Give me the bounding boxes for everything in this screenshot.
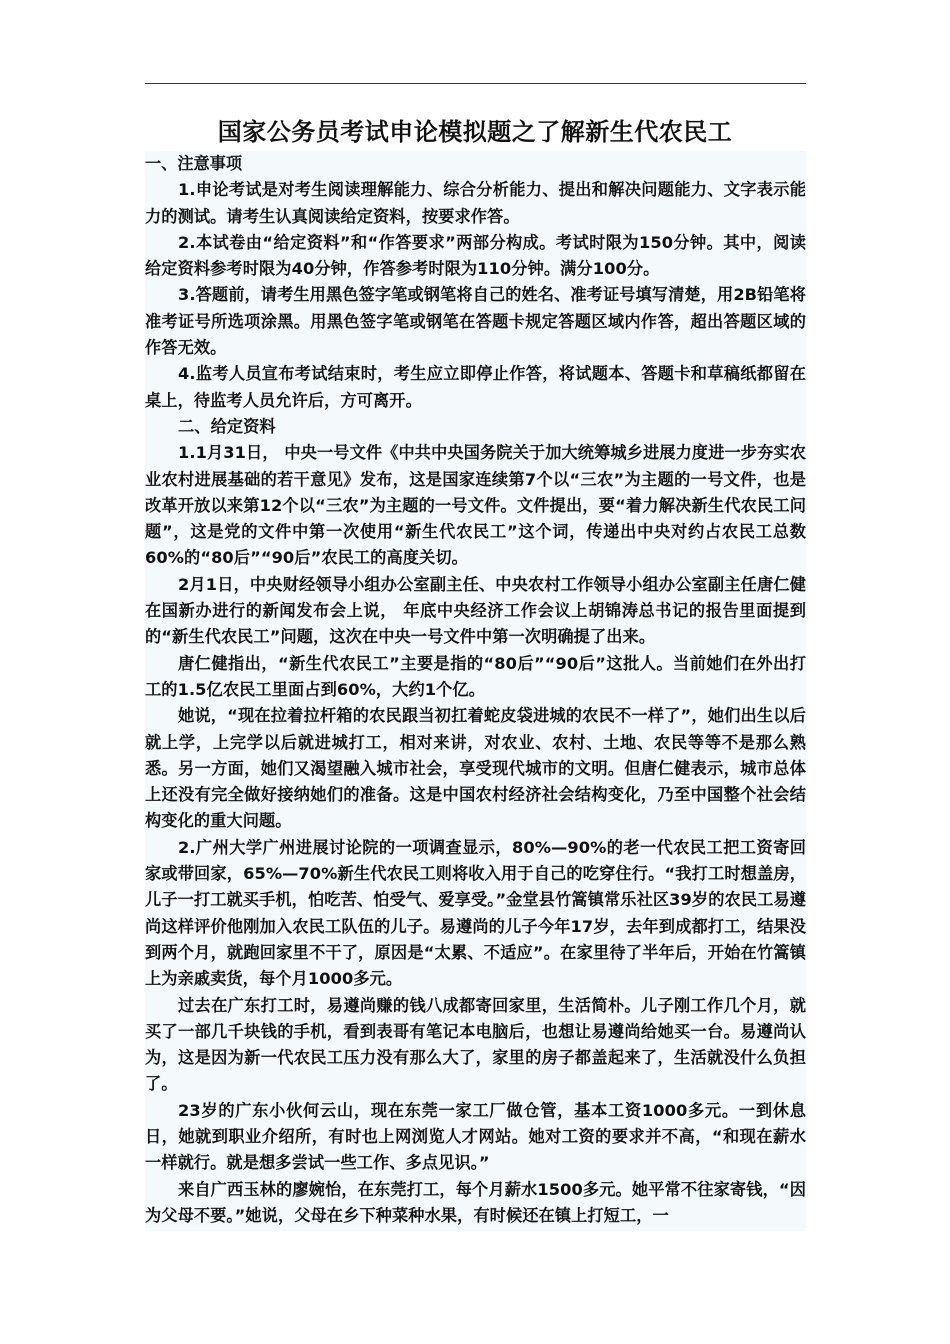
document-body [145,151,806,1231]
material-paragraph-3: 唐仁健指出，“新生代农民工”主要是指的“80后”“90后”这批人。当前她们在外出打工的1.5亿农民工里面占到60%，大约1个亿。 [145,653,806,699]
material-paragraph-7: 23岁的广东小伙何云山，现在东莞一家工厂做仓管，基本工资1000多元。一到休息日，她就到职业介绍所，有时也上网浏览人才网站。她对工资的要求并不高，“和现在薪水一样就行。就是想多尝试一些工作、多点见识。” [145,1100,806,1173]
note-paragraph-3: 3.答题前，请考生用黑色签字笔或钢笔将自己的姓名、准考证号填写清楚，用2B铅笔将准考证号所选项涂黑。用黑色签字笔或钢笔在答题卡规定答题区域内作答，超出答题区域的作答无效。 [145,285,806,358]
material-paragraph-5: 2.广州大学广州进展讨论院的一项调查显示，80%—90%的老一代农民工把工资寄回家或带回家，65%—70%新生代农民工则将收入用于自己的吃穿住行。“我打工时想盖房，儿子一打工就买手机，怕吃苦、怕受气、爱享受。”金堂县竹篙镇常乐社区39岁的农民工易遵尚这样评价他刚加入农民工队伍的儿子。易遵尚的儿子今年17岁，去年到成都打工，结果没到两个月，就跑回家里不干了，原因是“太累、不适应”。在家里待了半年后，开始在竹篙镇上为亲戚卖货，每个月1000多元。 [145,837,806,989]
section-heading-materials: 二、给定资料 [178,416,276,436]
section-heading-notes: 一、注意事项 [145,154,243,173]
material-paragraph-1: 1.1月31日， 中央一号文件《中共中央国务院关于加大统筹城乡进展力度进一步夯实农业农村进展基础的若干意见》发布，这是国家连续第7个以“三农”为主题的一号文件，也是改革开放以来第12个以“三农”为主题的一号文件。文件提出，要“着力解决新生代农民工问题”，这是党的文件中第一次使用“新生代农民工”这个词，传递出中央对约占农民工总数60%的“80后”“90后”农民工的高度关切。 [145,443,806,568]
material-paragraph-8: 来自广西玉林的廖婉怡，在东莞打工，每个月薪水1500多元。她平常不往家寄钱，“因为父母不要。”她说，父母在乡下种菜种水果，有时候还在镇上打短工，一 [145,1179,806,1225]
note-paragraph-4: 4.监考人员宣布考试结束时，考生应立即停止作答，将试题本、答题卡和草稿纸都留在桌上，待监考人员允许后，方可离开。 [145,364,806,410]
document-title: 国家公务员考试申论模拟题之了解新生代农民工 [217,118,733,146]
header-rule [145,83,806,84]
note-paragraph-2: 2.本试卷由“给定资料”和“作答要求”两部分构成。考试时限为150分钟。其中，阅读给定资料参考时限为40分钟，作答参考时限为110分钟。满分100分。 [145,232,806,279]
material-paragraph-2: 2月1日，中央财经领导小组办公室副主任、中央农村工作领导小组办公室副主任唐仁健在国新办进行的新闻发布会上说， 年底中央经济工作会议上胡锦涛总书记的报告里面提到的“新生代农民工”问题，这次在中央一号文件中第一次明确提了出来。 [145,574,806,647]
material-paragraph-4: 她说，“现在拉着拉杆箱的农民跟当初扛着蛇皮袋进城的农民不一样了”，她们出生以后就上学，上完学以后就进城打工，相对来讲，对农业、农村、土地、农民等等不是那么熟悉。另一方面，她们又渴望融入城市社会，享受现代城市的文明。但唐仁健表示，城市总体上还没有完全做好接纳她们的准备。这是中国农村经济社会结构变化，乃至中国整个社会结构变化的重大问题。 [145,706,806,831]
material-paragraph-6: 过去在广东打工时，易遵尚赚的钱八成都寄回家里，生活简朴。儿子刚工作几个月，就买了一部几千块钱的手机，看到表哥有笔记本电脑后，也想让易遵尚给她买一台。易遵尚认为，这是因为新一代农民工压力没有那么大了，家里的房子都盖起来了，生活就没什么负担了。 [145,995,806,1094]
note-paragraph-1: 1.申论考试是对考生阅读理解能力、综合分析能力、提出和解决问题能力、文字表示能力的测试。请考生认真阅读给定资料，按要求作答。 [145,180,806,226]
